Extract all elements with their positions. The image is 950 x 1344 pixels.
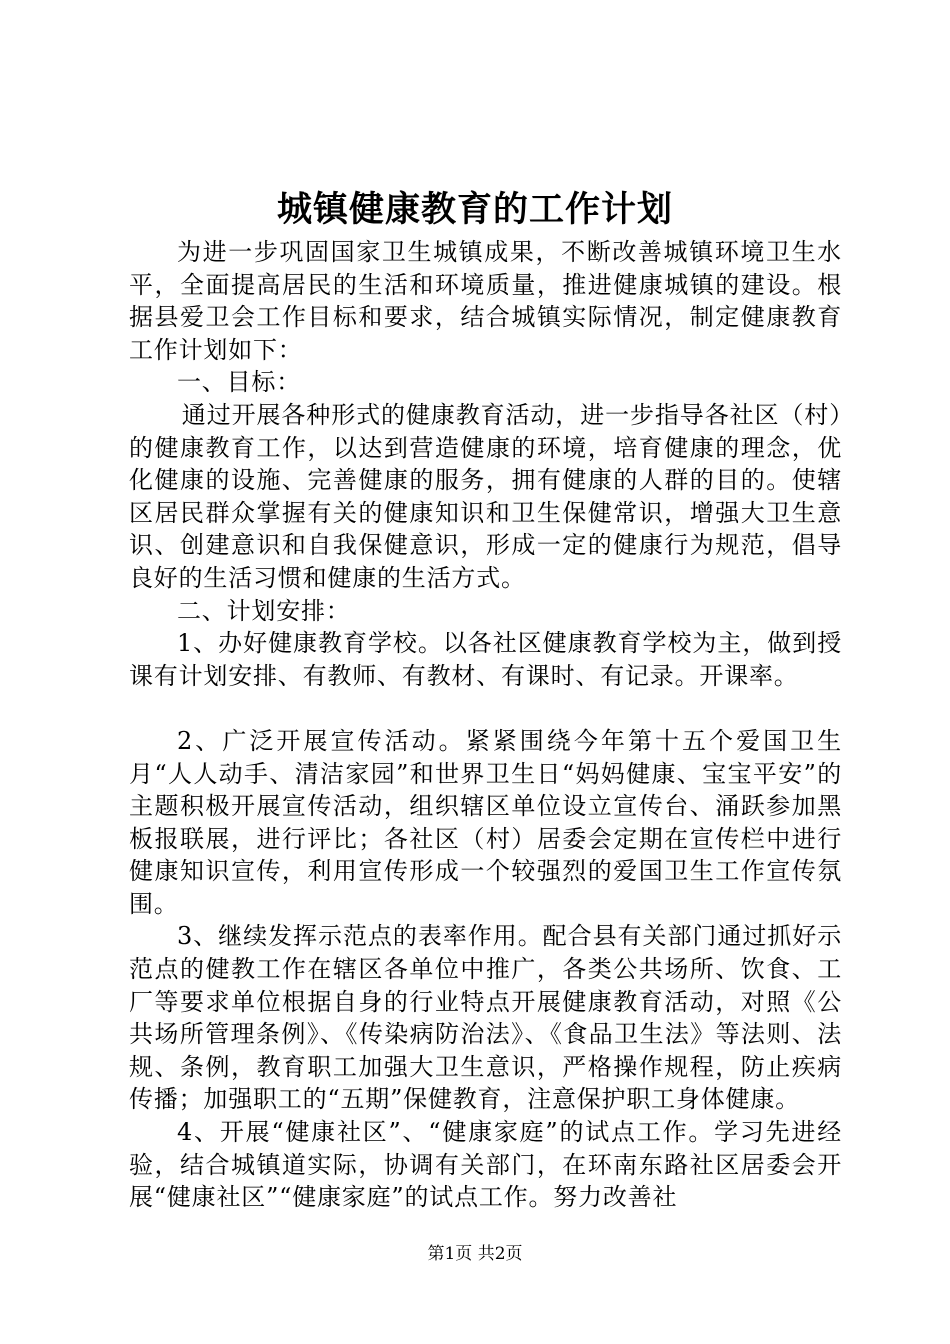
plan-item-2: 2、广泛开展宣传活动。紧紧围绕今年第十五个爱国卫生月“人人动手、清洁家园”和世界卫生日“妈妈健康、宝宝平安”的主题积极开展宣传活动，组织辖区单位设立宣传台、涌跃参加黑板报联展，进行评比；各社区（村）居委会定期在宣传栏中进行健康知识宣传，利用宣传形成一个较强烈的爱国卫生工作宣传氛围。 [129,726,842,918]
document-title: 城镇健康教育的工作计划 [276,189,673,230]
intro-paragraph: 为进一步巩固国家卫生城镇成果，不断改善城镇环境卫生水平，全面提高居民的生活和环境质量，推进健康城镇的建设。根据县爱卫会工作目标和要求，结合城镇实际情况，制定健康教育工作计划如下： [129,238,842,364]
section-heading-goals: 一、目标： [177,368,301,397]
plan-item-4: 4、开展“健康社区”、“健康家庭”的试点工作。学习先进经验，结合城镇道实际，协调有关部门，在环南东路社区居委会开展“健康社区”“健康家庭”的试点工作。努力改善社 [129,1118,842,1212]
section-heading-plan: 二、计划安排： [177,596,351,625]
document-body [129,236,842,1214]
paragraph-gap [129,692,842,725]
page-footer: 第1页 共2页 [427,1244,523,1264]
plan-item-1: 1、办好健康教育学校。以各社区健康教育学校为主，做到授课有计划安排、有教师、有教材、有课时、有记录。开课率。 [129,629,842,690]
plan-item-3: 3、继续发挥示范点的表率作用。配合县有关部门通过抓好示范点的健教工作在辖区各单位中推广，各类公共场所、饮食、工厂等要求单位根据自身的行业特点开展健康教育活动，对照《公共场所管理条例》、《传染病防治法》、《食品卫生法》等法则、法规、条例，教育职工加强大卫生意识，严格操作规程，防止疾病传播；加强职工的“五期”保健教育，注意保护职工身体健康。 [129,922,842,1114]
goals-paragraph: 通过开展各种形式的健康教育活动，进一步指导各社区（村）的健康教育工作，以达到营造健康的环境，培育健康的理念，优化健康的设施、完善健康的服务，拥有健康的人群的目的。使辖区居民群众掌握有关的健康知识和卫生保健常识，增强大卫生意识、创建意识和自我保健意识，形成一定的健康行为规范，倡导良好的生活习惯和健康的生活方式。 [129,400,842,592]
